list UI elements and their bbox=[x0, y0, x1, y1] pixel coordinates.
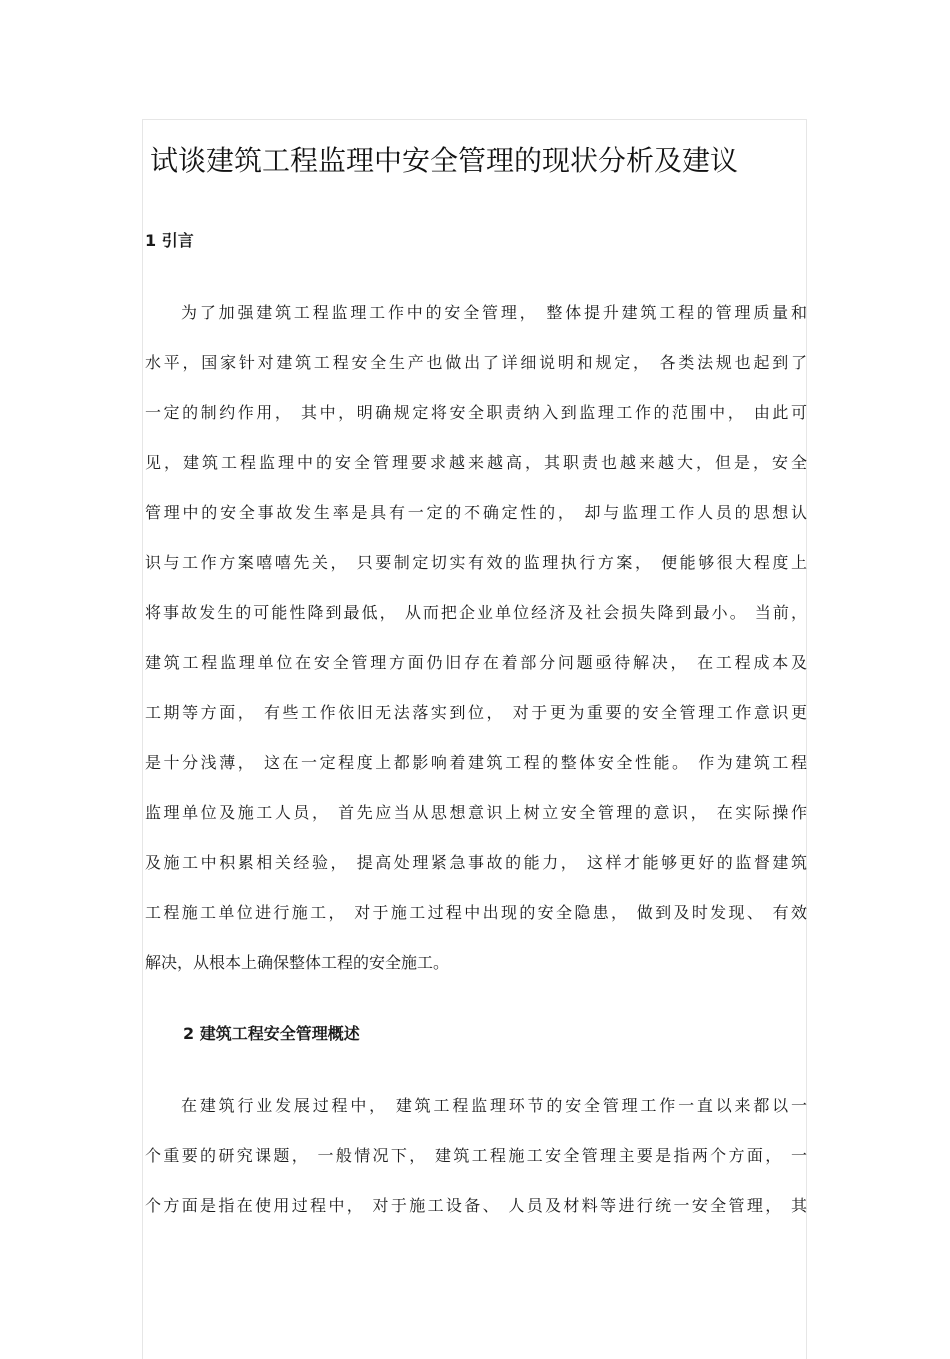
paragraph-line: 为了加强建筑工程监理工作中的安全管理， 整体提升建筑工程的管理质量和 bbox=[181, 303, 807, 322]
paragraph-line: 解决，从根本上确保整体工程的安全施工。 bbox=[145, 953, 450, 972]
paragraph-line: 工期等方面， 有些工作依旧无法落实到位， 对于更为重要的安全管理工作意识更 bbox=[145, 703, 807, 722]
paragraph-line: 工程施工单位进行施工， 对于施工过程中出现的安全隐患， 做到及时发现、 有效 bbox=[145, 903, 807, 922]
section-heading-intro: 1 引言 bbox=[145, 231, 194, 250]
document-title: 试谈建筑工程监理中安全管理的现状分析及建议 bbox=[150, 144, 739, 177]
paragraph-intro bbox=[145, 300, 807, 1000]
paragraph-line: 水平，国家针对建筑工程安全生产也做出了详细说明和规定， 各类法规也起到了 bbox=[145, 353, 807, 372]
paragraph-line: 个重要的研究课题， 一般情况下， 建筑工程施工安全管理主要是指两个方面， 一 bbox=[145, 1146, 807, 1165]
section-heading-overview: 2 建筑工程安全管理概述 bbox=[183, 1024, 360, 1043]
paragraph-line: 将事故发生的可能性降到最低， 从而把企业单位经济及社会损失降到最小。 当前， bbox=[145, 603, 807, 622]
paragraph-line: 一定的制约作用， 其中，明确规定将安全职责纳入到监理工作的范围中， 由此可 bbox=[145, 403, 807, 422]
paragraph-line: 监理单位及施工人员， 首先应当从思想意识上树立安全管理的意识， 在实际操作 bbox=[145, 803, 807, 822]
paragraph-line: 在建筑行业发展过程中， 建筑工程监理环节的安全管理工作一直以来都以一 bbox=[181, 1096, 807, 1115]
paragraph-line: 管理中的安全事故发生率是具有一定的不确定性的， 却与监理工作人员的思想认 bbox=[145, 503, 807, 522]
paragraph-line: 是十分浅薄， 这在一定程度上都影响着建筑工程的整体安全性能。 作为建筑工程 bbox=[145, 753, 807, 772]
paragraph-overview bbox=[145, 1093, 807, 1243]
paragraph-line: 见，建筑工程监理中的安全管理要求越来越高，其职责也越来越大，但是，安全 bbox=[145, 453, 807, 472]
paragraph-line: 识与工作方案嘻嘻先关， 只要制定切实有效的监理执行方案， 便能够很大程度上 bbox=[145, 553, 807, 572]
paragraph-line: 及施工中积累相关经验， 提高处理紧急事故的能力， 这样才能够更好的监督建筑 bbox=[145, 853, 807, 872]
paragraph-line: 个方面是指在使用过程中， 对于施工设备、 人员及材料等进行统一安全管理， 其 bbox=[145, 1196, 807, 1215]
paragraph-line: 建筑工程监理单位在安全管理方面仍旧存在着部分问题亟待解决， 在工程成本及 bbox=[145, 653, 807, 672]
